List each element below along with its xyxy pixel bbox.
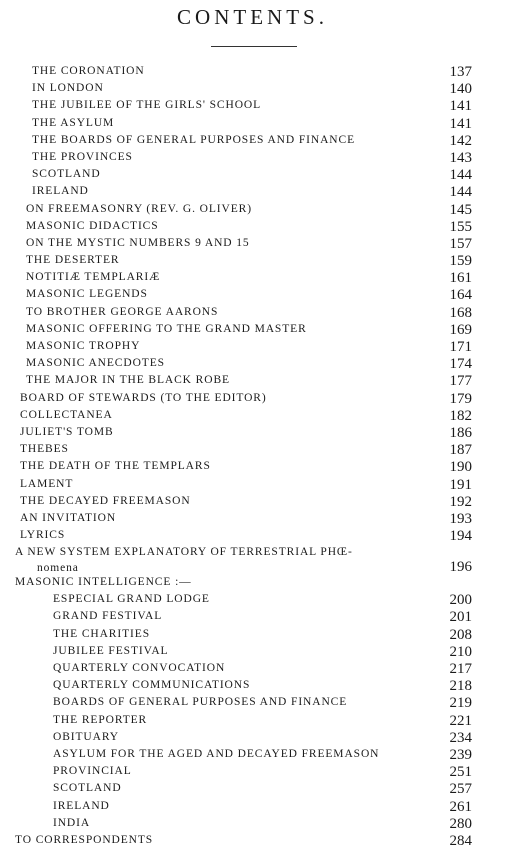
toc-entry	[0, 528, 505, 545]
toc-entry	[0, 184, 505, 201]
entry-page: 141	[449, 98, 472, 115]
entry-title: ON FREEMASONRY (REV. G. OLIVER)	[26, 202, 252, 215]
entry-title: THE CORONATION	[32, 65, 145, 77]
entry-page: 251	[449, 764, 472, 781]
entry-title: MASONIC TROPHY	[26, 340, 141, 352]
entry-page: 155	[449, 218, 472, 235]
entry-title: TO BROTHER GEORGE AARONS	[26, 305, 219, 318]
toc-entry	[0, 833, 505, 850]
entry-title: INDIA	[53, 816, 91, 829]
entry-title: IN LONDON	[32, 82, 104, 95]
entry-page: 168	[449, 304, 472, 321]
entry-page: 234	[449, 729, 472, 746]
entry-page: 218	[449, 678, 472, 695]
entry-title: THE BOARDS OF GENERAL PURPOSES AND FINANCE	[32, 133, 355, 146]
entry-title: A NEW SYSTEM EXPLANATORY OF TERRESTRIAL PHŒ-	[15, 546, 353, 559]
entry-page: 137	[449, 64, 472, 80]
entry-page: 164	[449, 287, 472, 304]
entry-title: ESPECIAL GRAND LODGE	[53, 593, 210, 606]
entry-title: THE DEATH OF THE TEMPLARS	[20, 460, 211, 473]
toc-entry	[0, 747, 505, 764]
entry-page: 187	[449, 442, 472, 459]
toc-entry	[0, 391, 505, 408]
toc-entry	[0, 133, 505, 150]
entry-page: 177	[449, 373, 472, 390]
entry-title: QUARTERLY CONVOCATION	[53, 662, 226, 674]
entry-page: 200	[449, 592, 472, 609]
title-rule	[211, 46, 297, 47]
entry-page: 208	[449, 626, 472, 643]
toc-entry	[0, 356, 505, 373]
toc-entry	[0, 425, 505, 442]
toc-entry	[0, 408, 505, 425]
entry-title: THE CHARITIES	[53, 627, 150, 640]
entry-title: MASONIC ANECDOTES	[26, 357, 165, 370]
toc-entry	[0, 116, 505, 133]
entry-page: 280	[449, 815, 472, 832]
entry-page: 193	[449, 510, 472, 527]
entry-title: THE DESERTER	[26, 254, 120, 267]
entry-title: LAMENT	[20, 477, 74, 490]
entry-title: THE JUBILEE OF THE GIRLS' SCHOOL	[32, 99, 262, 112]
toc-entry	[0, 150, 505, 167]
entry-page: 261	[449, 798, 472, 815]
toc-entry	[0, 678, 505, 695]
entry-page: 221	[449, 712, 472, 729]
entry-page: 239	[449, 746, 472, 763]
toc-entry	[0, 202, 505, 219]
entry-page: 144	[449, 184, 472, 201]
entry-page: 145	[449, 201, 472, 218]
entry-title: THE PROVINCES	[32, 150, 133, 163]
toc-entry	[0, 592, 505, 609]
toc-entry	[0, 305, 505, 322]
entry-page: 161	[449, 270, 472, 287]
entry-title: SCOTLAND	[32, 168, 101, 181]
entry-page: 210	[449, 643, 472, 660]
toc-entry	[0, 661, 505, 678]
entry-page: 171	[449, 339, 472, 355]
entry-page: 159	[449, 253, 472, 270]
entry-title: AN INVITATION	[20, 511, 117, 524]
toc-entry	[0, 287, 505, 304]
entry-title: THE ASYLUM	[32, 116, 115, 129]
entry-title: MASONIC DIDACTICS	[26, 219, 159, 232]
entry-page: 182	[449, 407, 472, 424]
entry-page: 141	[449, 115, 472, 132]
toc-entry	[0, 627, 505, 644]
toc-entry	[0, 477, 505, 494]
entry-title: IRELAND	[32, 185, 89, 198]
toc-entry	[0, 545, 505, 575]
entry-page: 169	[449, 321, 472, 338]
toc-entry	[0, 494, 505, 511]
entry-page: 186	[449, 424, 472, 441]
entry-title: THE MAJOR IN THE BLACK ROBE	[26, 374, 230, 387]
toc-entry	[0, 764, 505, 781]
entry-title: ASYLUM FOR THE AGED AND DECAYED FREEMASON	[53, 747, 380, 760]
toc-entry	[0, 695, 505, 712]
entry-title: MASONIC LEGENDS	[26, 288, 148, 301]
toc-entry	[0, 730, 505, 747]
toc-entry	[0, 270, 505, 287]
toc-entry	[0, 81, 505, 98]
entry-title: IRELAND	[53, 799, 110, 812]
entry-page: 257	[449, 781, 472, 798]
entry-title: MASONIC OFFERING TO THE GRAND MASTER	[26, 322, 307, 335]
entry-page: 191	[449, 476, 472, 493]
toc-entry	[0, 511, 505, 528]
toc-entry	[0, 781, 505, 798]
toc-entry	[0, 236, 505, 253]
entry-title: PROVINCIAL	[53, 765, 132, 778]
section-heading	[0, 575, 505, 592]
toc-entry	[0, 442, 505, 459]
entry-title: LYRICS	[20, 529, 66, 542]
entry-page: 201	[449, 609, 472, 626]
entry-title: GRAND FESTIVAL	[53, 610, 163, 623]
entry-title: THE REPORTER	[53, 713, 148, 726]
entry-page: 144	[449, 167, 472, 184]
toc-entry	[0, 644, 505, 661]
entry-title: TO CORRESPONDENTS	[15, 833, 154, 846]
entry-page: 196	[449, 559, 472, 576]
page-title: CONTENTS.	[177, 5, 328, 29]
toc-entry	[0, 167, 505, 184]
entry-page: 217	[449, 661, 472, 677]
entry-page: 140	[449, 81, 472, 98]
section-title: MASONIC INTELLIGENCE :—	[15, 576, 192, 589]
entry-title: JULIET'S TOMB	[20, 425, 114, 438]
entry-title: THE DECAYED FREEMASON	[20, 494, 191, 507]
entry-page: 194	[449, 528, 472, 545]
entry-title-continued: nomena	[37, 562, 79, 575]
entry-title: SCOTLAND	[53, 782, 122, 795]
toc-entry	[0, 322, 505, 339]
entry-title: THEBES	[20, 443, 69, 456]
entry-page: 192	[449, 493, 472, 510]
entry-page: 179	[449, 390, 472, 407]
toc-entry	[0, 253, 505, 270]
table-of-contents	[0, 64, 505, 850]
entry-page: 142	[449, 132, 472, 149]
entry-title: NOTITIÆ TEMPLARIÆ	[26, 271, 161, 284]
toc-entry	[0, 98, 505, 115]
entry-title: OBITUARY	[53, 730, 119, 743]
toc-entry	[0, 459, 505, 476]
toc-entry	[0, 219, 505, 236]
entry-title: JUBILEE FESTIVAL	[53, 644, 169, 657]
entry-page: 219	[449, 695, 472, 712]
toc-entry	[0, 799, 505, 816]
entry-page: 190	[449, 459, 472, 476]
toc-entry	[0, 713, 505, 730]
entry-title: BOARD OF STEWARDS (TO THE EDITOR)	[20, 391, 267, 404]
toc-entry	[0, 816, 505, 833]
toc-entry	[0, 339, 505, 356]
entry-title: BOARDS OF GENERAL PURPOSES AND FINANCE	[53, 696, 348, 709]
toc-entry	[0, 373, 505, 390]
toc-entry	[0, 609, 505, 626]
entry-page: 157	[449, 235, 472, 252]
entry-title: QUARTERLY COMMUNICATIONS	[53, 679, 251, 692]
entry-title: COLLECTANEA	[20, 408, 113, 421]
entry-page: 284	[449, 832, 472, 849]
entry-page: 143	[449, 149, 472, 166]
entry-title: ON THE MYSTIC NUMBERS 9 AND 15	[26, 236, 250, 249]
toc-entry	[0, 64, 505, 81]
entry-page: 174	[449, 356, 472, 373]
